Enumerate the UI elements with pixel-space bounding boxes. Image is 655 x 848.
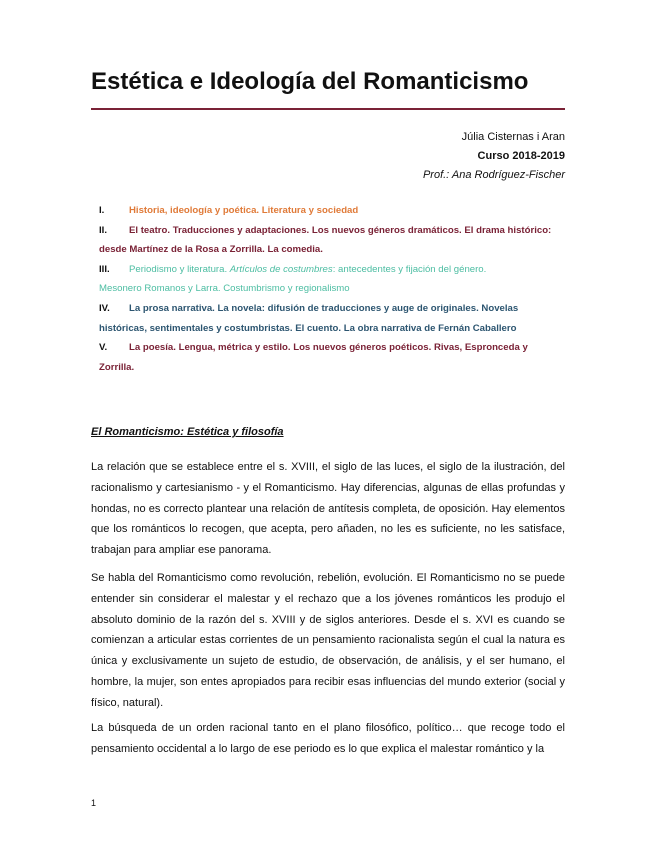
body-paragraph: La búsqueda de un orden racional tanto en el plano filosófico, político… que recoge todo el pensamiento occidental a lo largo de ese periodo es lo que explica el malestar romántico y la [91,722,565,755]
toc-item-2 [99,221,567,260]
toc-line-continuation: Zorrilla. [99,361,135,373]
professor-name: Prof.: Ana Rodríguez-Fischer [422,169,565,181]
toc-item-4 [99,299,567,338]
toc-number: V. [99,342,108,354]
course-year: Curso 2018-2019 [477,150,565,162]
toc-number: II. [99,224,107,236]
toc-line: El teatro. Traducciones y adaptaciones. Los nuevos géneros dramáticos. El drama histórico: [129,224,552,236]
body-paragraph: La relación que se establece entre el s. XVIII, el siglo de las luces, el siglo de la ilustración, del racionalismo y cartesianismo - y el Romanticismo. Hay diferencias, algunas de ellas profundas y hondas, no es correcto plantear una relación de antítesis completa, de oposición. Hay elementos que los románticos lo recogen, que acepta, pero añaden, no les es suficiente, no les satisface, trabajan para ampliar ese panorama. [91,461,565,557]
title-divider [91,108,565,110]
toc-line: La prosa narrativa. La novela: difusión de traducciones y auge de originales. Novelas [129,302,519,314]
toc-text: Historia, ideología y poética. Literatura y sociedad [129,205,359,216]
toc-line-continuation: desde Martínez de la Rosa a Zorrilla. La comedia. [99,244,323,256]
toc-item-5 [99,338,567,377]
page-number: 1 [91,798,97,808]
toc-item-3 [99,260,567,299]
document-title: Estética e Ideología del Romanticismo [91,68,529,95]
toc-number: IV. [99,302,110,314]
author-name: Júlia Cisternas i Aran [461,131,565,143]
table-of-contents [99,201,567,377]
toc-line-continuation: históricas, sentimentales y costumbristas. El cuento. La obra narrativa de Fernán Caballero [99,322,517,334]
toc-line-part: : antecedentes y fijación del género. [332,263,487,275]
toc-text [99,338,567,377]
toc-number: III. [99,263,110,275]
toc-line-italic: Artículos de costumbres [229,263,333,275]
toc-number: I. [99,205,105,216]
toc-item-1 [99,201,567,221]
toc-line-continuation: Mesonero Romanos y Larra. Costumbrismo y regionalismo [99,283,350,295]
section-heading: El Romanticismo: Estética y filosofía [91,426,284,438]
toc-line-part: Periodismo y literatura. [129,263,230,275]
toc-text [99,299,567,338]
body-paragraph: Se habla del Romanticismo como revolución, rebelión, evolución. El Romanticismo no se puede entender sin considerar el malestar y el rechazo que a los jóvenes románticos les produjo el absoluto dominio de la razón del s. XVIII y de siglos anteriores. Desde el s. XVI es cuando se comienzan a articular estas corrientes de un pensamiento racionalista según el cual la natura es única y exclusivamente un sujeto de estudio, de observación, de análisis, y el ser humano, el hombre, la mujer, son entes apropiados para recibir esas influencias del mundo exterior (social y físico, natural). [91,572,565,709]
toc-line: La poesía. Lengua, métrica y estilo. Los nuevos géneros poéticos. Rivas, Espronceda y [129,342,528,354]
